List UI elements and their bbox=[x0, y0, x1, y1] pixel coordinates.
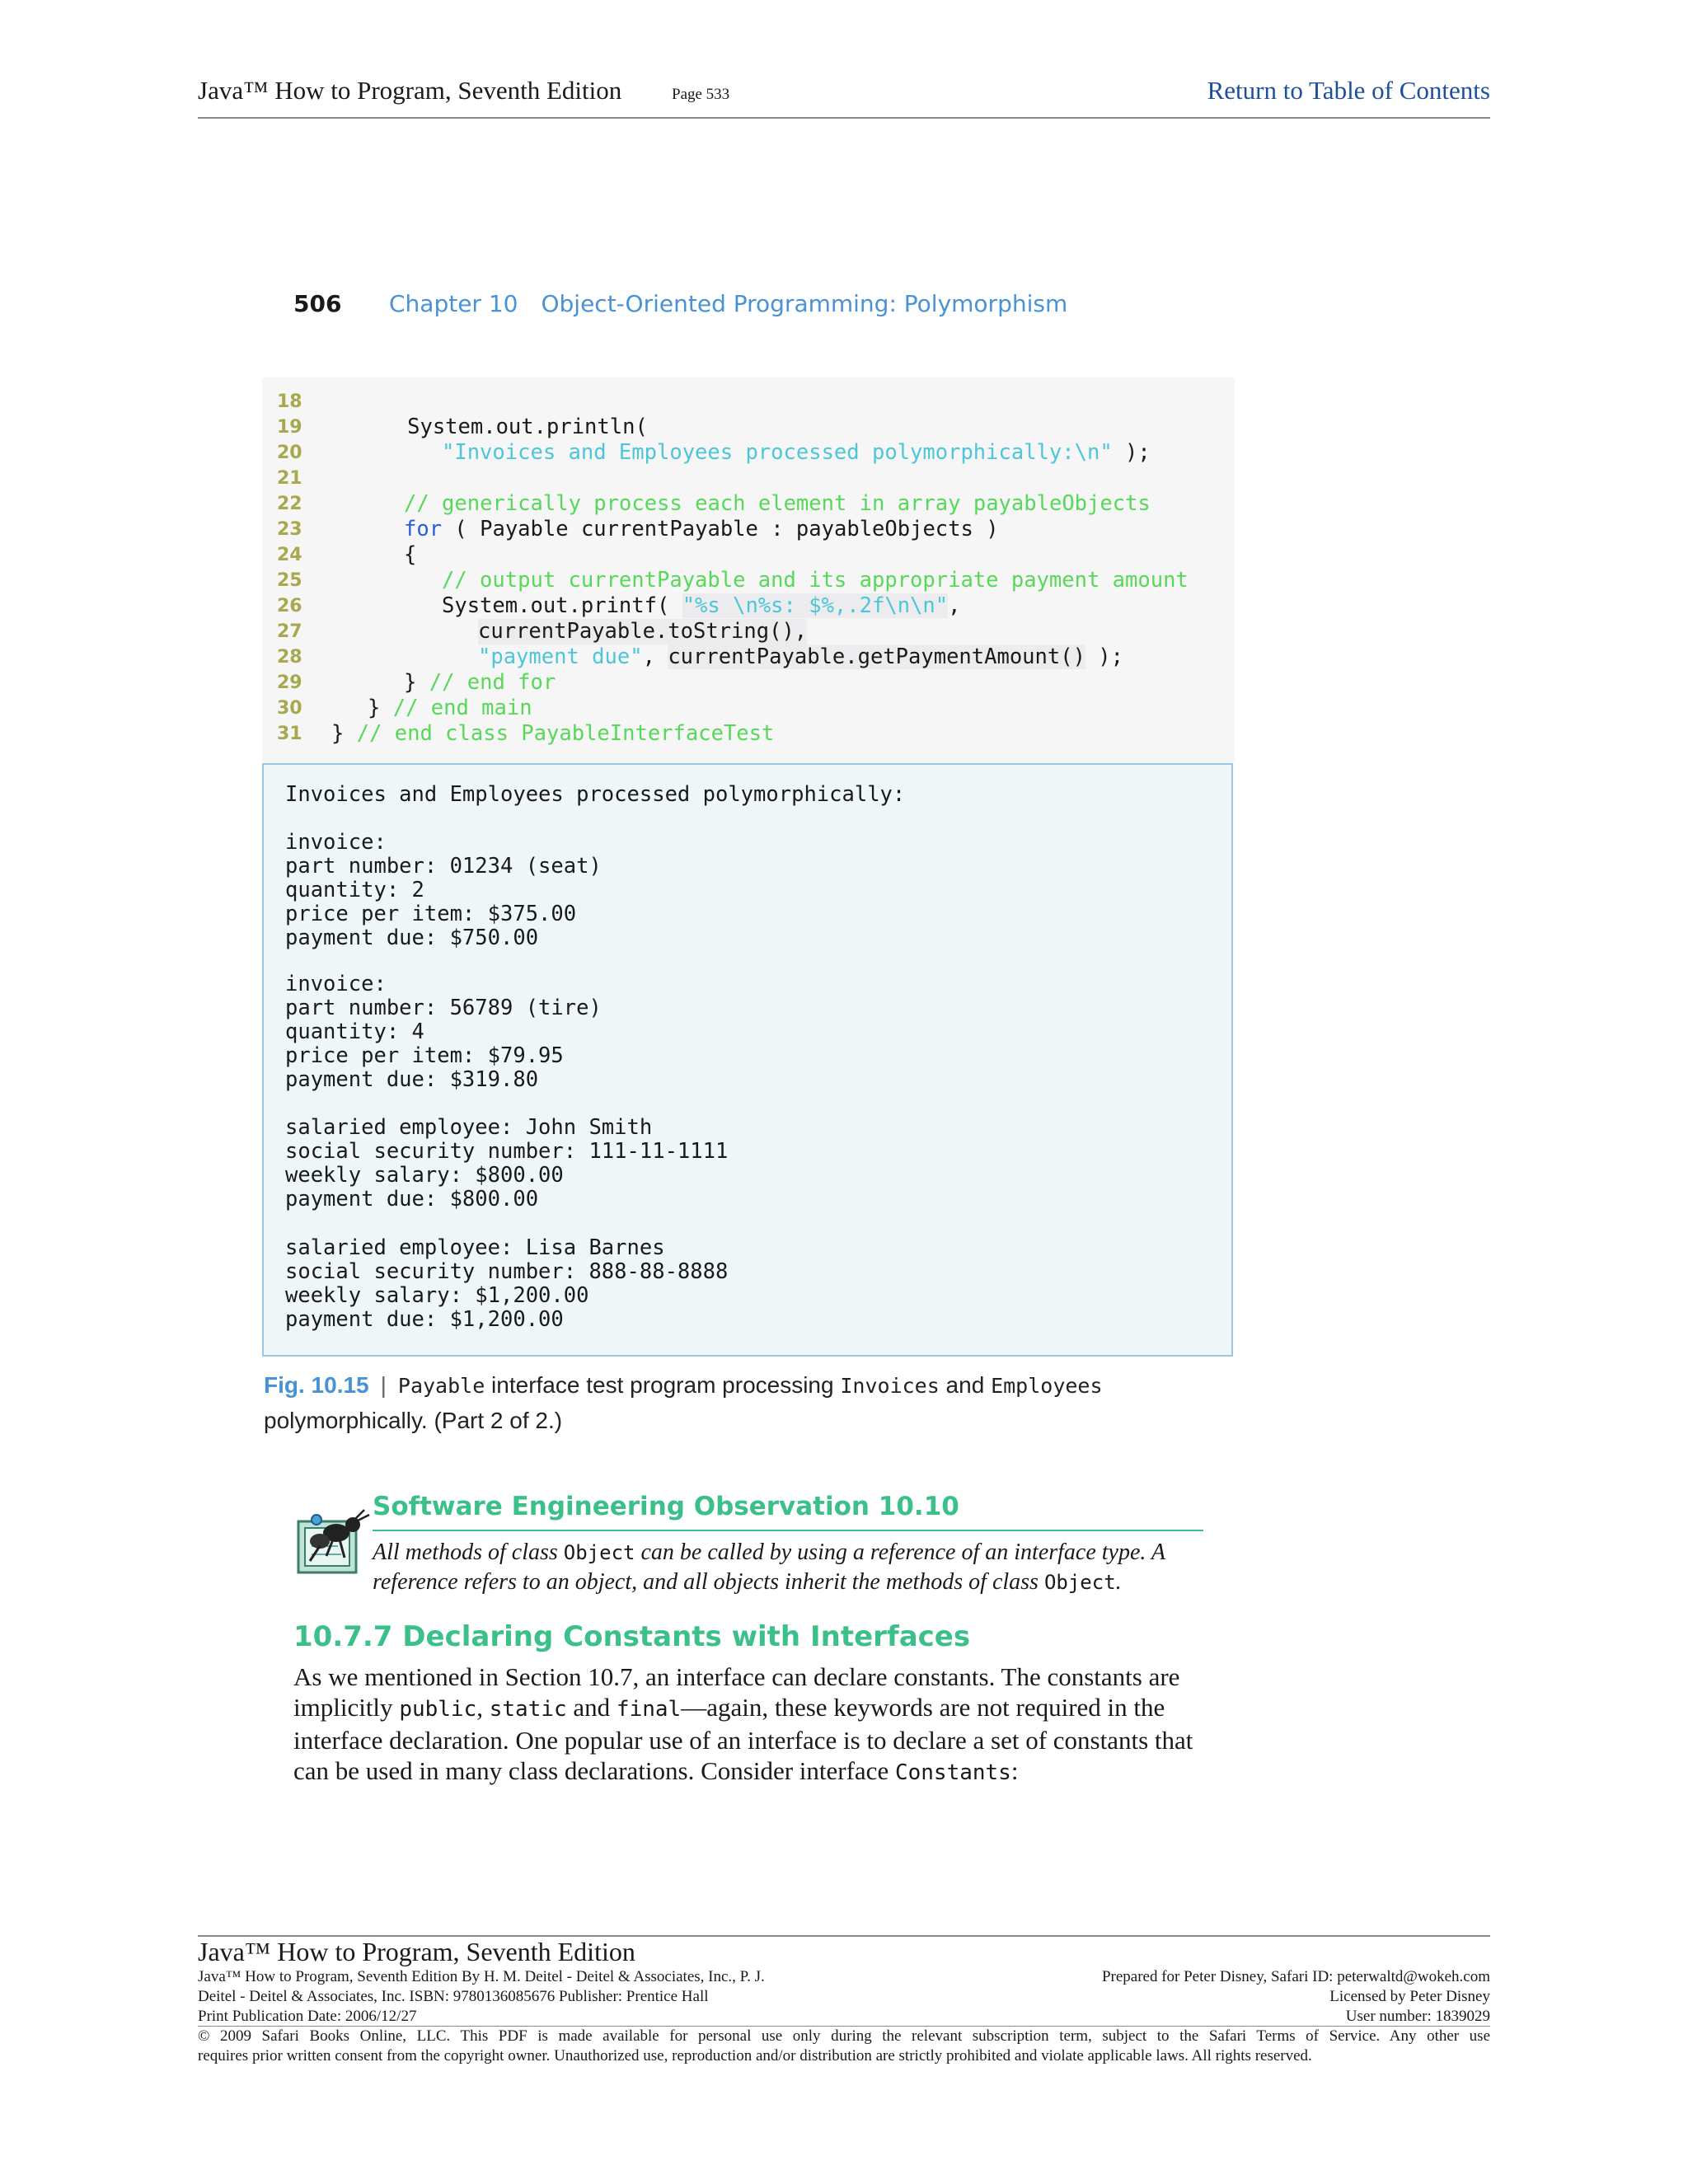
software-engineering-ant-icon bbox=[295, 1505, 374, 1581]
chapter-title: Object-Oriented Programming: Polymorphism bbox=[541, 290, 1068, 317]
output-line: quantity: 2 bbox=[285, 878, 424, 902]
output-line: social security number: 111-11-1111 bbox=[285, 1139, 729, 1164]
code-listing: 18 19 System.out.println( 20 "Invoices and Employees processed polymorphically:\n" ); 21 22 // generically process each element in array payableObjects 23 for ( Payable currentPayable : payableObjects ) 24 { 25 // output currentPayable and its appropriate payment amount 26 System.out.printf( "%s \n%s: $%,.2f\n\n", 27 currentPayable.toString(), 28 "payment due", currentPayable.getPaymentAmount() ); 29 } // end for 30 } // end main 31 } // end class PayableInterfaceTest bbox=[262, 377, 1235, 763]
footer-publisher-info: Deitel - Deitel & Associates, Inc. ISBN: 9780136085676 Publisher: Prentice Hall bbox=[198, 1988, 709, 2005]
section-paragraph: As we mentioned in Section 10.7, an interface can declare constants. The constants are implicitly public, static and final—again, these keywords are not required in the interface declaration. One popular use of an interface is to declare a set of constants that can be used in many class declarations. Consider interface Constants: bbox=[293, 1662, 1193, 1785]
program-output bbox=[262, 763, 1233, 1357]
caption-separator: | bbox=[380, 1372, 387, 1398]
figure-caption: Fig. 10.15 | Payable interface test program processing Invoices and Employees polymorphically. (Part 2 of 2.) bbox=[264, 1372, 1103, 1433]
output-line: salaried employee: Lisa Barnes bbox=[285, 1235, 665, 1260]
footer-copyright-line-2: requires prior written consent from the copyright owner. Unauthorized use, reproduction and/or distribution are strictly prohibited and violate applicable laws. All rights reserved. bbox=[198, 2047, 1312, 2064]
footer-copyright-line-1: © 2009 Safari Books Online, LLC. This PDF is made available for personal use only during the relevant subscription term, subject to the Safari Terms of Service. Any other use bbox=[198, 2027, 1490, 2045]
observation-title: Software Engineering Observation 10.10 bbox=[373, 1492, 959, 1521]
output-line: part number: 01234 (seat) bbox=[285, 854, 602, 879]
header-page-label: Page 533 bbox=[672, 86, 730, 103]
output-line: social security number: 888-88-8888 bbox=[285, 1259, 729, 1284]
output-line: salaried employee: John Smith bbox=[285, 1115, 653, 1140]
observation-text: All methods of class Object can be called by using a reference of an interface type. A reference refers to an object, and all objects inherit the methods of class Object. bbox=[373, 1540, 1165, 1595]
output-line: payment due: $319.80 bbox=[285, 1067, 539, 1092]
output-line: invoice: bbox=[285, 830, 387, 855]
observation-divider bbox=[373, 1530, 1203, 1531]
page-header bbox=[198, 76, 1490, 119]
output-line: weekly salary: $800.00 bbox=[285, 1163, 564, 1188]
output-line: invoice: bbox=[285, 972, 387, 996]
chapter-label: Chapter 10 bbox=[389, 290, 518, 317]
output-line: part number: 56789 (tire) bbox=[285, 996, 602, 1020]
running-head-chapter bbox=[389, 290, 1090, 317]
footer-user-number: User number: 1839029 bbox=[1345, 2008, 1490, 2025]
footer-publication-date: Print Publication Date: 2006/12/27 bbox=[198, 2008, 417, 2025]
footer-book-title: Java™ How to Program, Seventh Edition bbox=[198, 1937, 635, 1966]
header-book-title: Java™ How to Program, Seventh Edition bbox=[198, 76, 622, 105]
output-line: Invoices and Employees processed polymorphically: bbox=[285, 782, 906, 807]
footer-licensed-to: Licensed by Peter Disney bbox=[1329, 1988, 1490, 2005]
output-line: payment due: $1,200.00 bbox=[285, 1307, 564, 1332]
output-line: quantity: 4 bbox=[285, 1019, 424, 1044]
output-line: price per item: $79.95 bbox=[285, 1043, 564, 1068]
footer-book-info: Java™ How to Program, Seventh Edition By H. M. Deitel - Deitel & Associates, Inc., P. J. bbox=[198, 1968, 765, 1985]
book-page-number: 506 bbox=[293, 290, 342, 317]
output-line: payment due: $800.00 bbox=[285, 1187, 539, 1212]
footer-prepared-for: Prepared for Peter Disney, Safari ID: peterwaltd@wokeh.com bbox=[1101, 1968, 1490, 1985]
figure-label: Fig. 10.15 bbox=[264, 1372, 369, 1398]
toc-link[interactable]: Return to Table of Contents bbox=[1207, 76, 1490, 105]
output-line: price per item: $375.00 bbox=[285, 902, 577, 926]
output-line: payment due: $750.00 bbox=[285, 926, 539, 950]
output-line: weekly salary: $1,200.00 bbox=[285, 1283, 589, 1308]
section-heading: 10.7.7 Declaring Constants with Interfaces bbox=[293, 1620, 971, 1653]
